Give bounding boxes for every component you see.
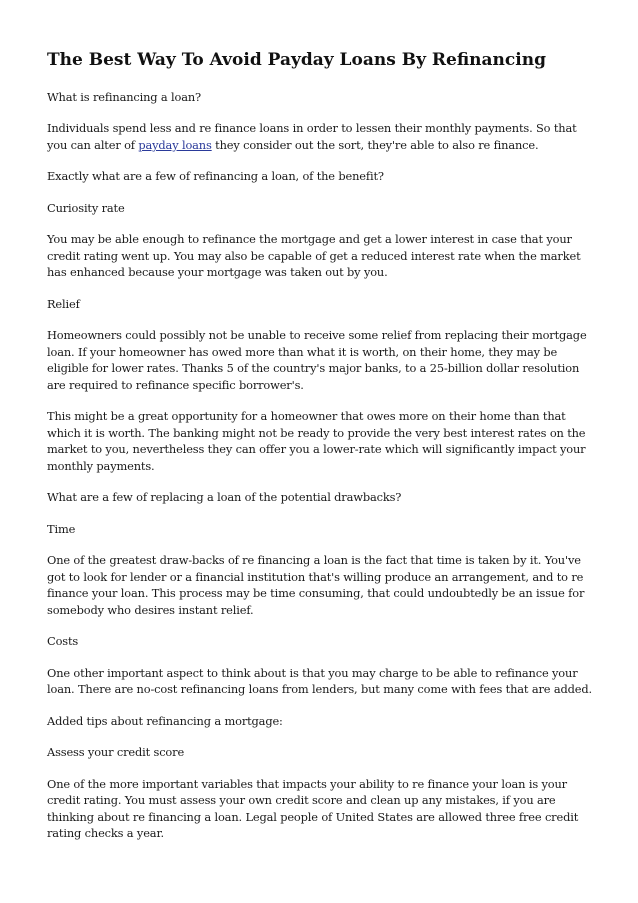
page-title: The Best Way To Avoid Payday Loans By Refinancing [47,50,546,70]
question-drawbacks: What are a few of replacing a loan of the potential drawbacks? [47,490,402,505]
payday-loans-link[interactable]: payday loans [138,137,212,152]
relief-paragraph: Homeowners could possibly not be unable to receive some relief from replacing their mortgage loan. If your homeowner has owed more than what it is worth, on their home, they may be eligible for lower rates. Thanks 5 of the country's major banks, to a 25-billion dollar resolution are required to refinance specific borrower's. [47,328,587,392]
heading-assess-credit: Assess your credit score [47,745,185,760]
heading-costs: Costs [47,634,79,649]
time-paragraph: One of the greatest draw-backs of re financing a loan is the fact that time is taken by it. You've got to look for lender or a financial institution that's willing produce an arrangement, and to re finance your loan. This process may be time consuming, that could undoubtedly be an issue for somebody who desires instant relief. [47,553,585,618]
heading-curiosity-rate: Curiosity rate [47,200,125,215]
intro-text-after: they consider out the sort, they're able to also re finance. [211,137,539,152]
credit-score-paragraph: One of the more important variables that impacts your ability to re finance your loan is your credit rating. You must assess your own credit score and clean up any mistakes, if you are thinking about re financing a loan. Legal people of United States are allowed three free credit rating checks a year. [47,776,579,841]
curiosity-rate-paragraph: You may be able enough to refinance the mortgage and get a lower interest in case that your credit rating went up. You may also be capable of get a reduced interest rate when the market has enhanced because your mortgage was taken out by you. [47,232,581,280]
opportunity-paragraph: This might be a great opportunity for a homeowner that owes more on their home than that which it is worth. The banking might not be ready to provide the very best interest rates on the market to you, nevertheless they can offer you a lower-rate which will significantly impact your monthly payments. [47,409,586,474]
intro-paragraph [47,120,599,153]
heading-relief: Relief [47,296,80,311]
costs-paragraph: One other important aspect to think about is that you may charge to be able to refinance your loan. There are no-cost refinancing loans from lenders, but many come with fees that are added. [47,665,592,697]
intro-text-before: Individuals spend less and re finance loans in order to lessen their monthly payments. So that you can alter of [47,121,577,152]
heading-added-tips: Added tips about refinancing a mortgage: [47,713,283,728]
question-what-is-refinancing: What is refinancing a loan? [47,90,202,104]
document-page [47,48,599,857]
heading-time: Time [47,521,76,536]
question-benefits: Exactly what are a few of refinancing a loan, of the benefit? [47,169,384,184]
